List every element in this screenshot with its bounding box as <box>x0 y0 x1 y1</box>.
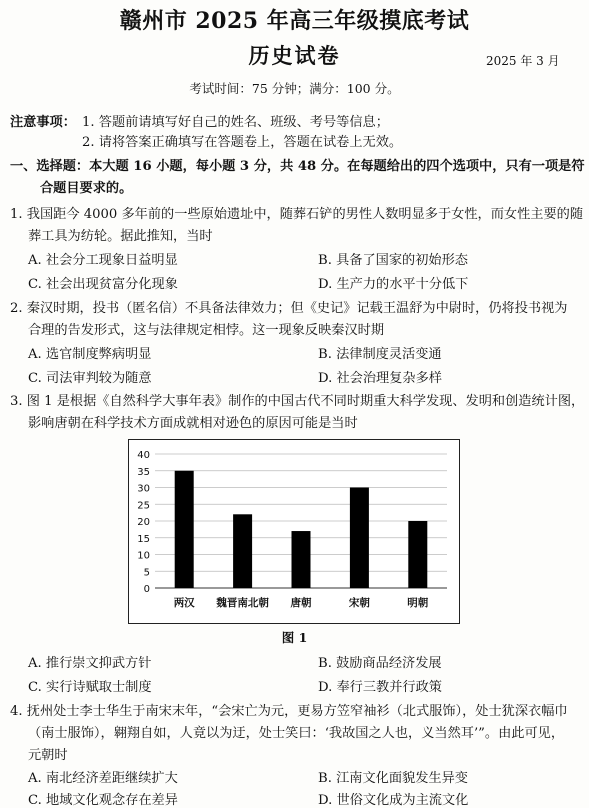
q1-option-a: A. 社会分工现象日益明显 <box>28 253 178 268</box>
x-category-label: 魏晋南北朝 <box>216 597 269 609</box>
q4-option-c: C. 地域文化观念存在差异 <box>28 793 178 808</box>
y-tick-label: 35 <box>137 466 150 478</box>
x-category-label: 宋朝 <box>348 597 370 609</box>
q4-stem-cont-2: 元朝时 <box>28 748 68 763</box>
y-tick-label: 20 <box>137 517 150 528</box>
q3-option-c: C. 实行诗赋取士制度 <box>28 680 152 695</box>
q1-option-b: B. 具备了国家的初始形态 <box>318 253 468 268</box>
q2-option-b: B. 法律制度灵活变通 <box>318 347 442 362</box>
q2-option-a: A. 选官制度弊病明显 <box>28 347 152 362</box>
q2-stem-cont: 合理的告发形式，这与法律规定相悖。这一现象反映秦汉时期 <box>28 323 385 338</box>
y-tick-label: 5 <box>143 567 150 579</box>
notes-label: 注意事项： <box>10 115 76 130</box>
q4-stem: 4. 抚州处士李士华生于南宋末年，“会宋亡为元，更易方笠窄袖衫（北式服饰），处士犹深衣幅巾 <box>10 704 568 719</box>
exam-date: 2025 年 3 月 <box>486 54 560 68</box>
y-tick-label: 0 <box>143 584 150 595</box>
q3-option-a: A. 推行崇文抑武方针 <box>28 656 152 671</box>
bar-chart <box>129 440 459 623</box>
bar <box>408 521 427 588</box>
q2-option-d: D. 社会治理复杂多样 <box>318 371 442 386</box>
q2-stem: 2. 秦汉时期，投书（匿名信）不具备法律效力；但《史记》记载王温舒为中尉时，仍将投书视为 <box>10 301 568 316</box>
figure-1-caption: 图 1 <box>281 630 308 645</box>
bar <box>350 488 369 589</box>
notes-item-1: 1. 答题前请填写好自己的姓名、班级、考号等信息； <box>82 115 389 130</box>
q4-option-b: B. 江南文化面貌发生异变 <box>318 771 468 786</box>
y-tick-label: 30 <box>137 483 150 495</box>
q4-option-a: A. 南北经济差距继续扩大 <box>28 771 178 786</box>
x-category-label: 两汉 <box>173 597 195 609</box>
paper-subtitle: 历史试卷 <box>248 43 341 68</box>
bar <box>233 514 252 588</box>
section-1-heading-cont: 合题目要求的。 <box>40 181 133 196</box>
q3-option-d: D. 奉行三教并行政策 <box>318 680 442 695</box>
x-category-label: 明朝 <box>407 597 429 609</box>
exam-info: 考试时间：75 分钟；满分：100 分。 <box>189 81 400 96</box>
y-tick-label: 40 <box>137 450 150 461</box>
q2-option-c: C. 司法审判较为随意 <box>28 371 152 386</box>
bar <box>175 471 194 588</box>
section-1-heading: 一、选择题：本大题 16 小题，每小题 3 分，共 48 分。在每题给出的四个选项中，只有一项是符 <box>10 159 585 174</box>
q3-stem: 3. 图 1 是根据《自然科学大事年表》制作的中国古代不同时期重大科学发现、发明和创造统计图， <box>10 394 585 409</box>
y-tick-label: 15 <box>137 533 150 545</box>
q1-stem: 1. 我国距今 4000 多年前的一些原始遗址中，随葬石铲的男性人数明显多于女性，而女性主要的随 <box>10 207 584 222</box>
bar <box>292 531 311 588</box>
figure-1-chart <box>128 439 460 624</box>
q1-option-c: C. 社会出现贫富分化现象 <box>28 277 178 292</box>
q1-stem-cont: 葬工具为纺轮。据此推知，当时 <box>28 229 213 244</box>
q3-option-b: B. 鼓励商品经济发展 <box>318 656 442 671</box>
y-tick-label: 25 <box>137 500 150 512</box>
y-tick-label: 10 <box>137 550 150 562</box>
q3-stem-cont: 影响唐朝在科学技术方面成就相对逊色的原因可能是当时 <box>28 416 358 431</box>
q1-option-d: D. 生产力的水平十分低下 <box>318 277 469 292</box>
q4-option-d: D. 世俗文化成为主流文化 <box>318 793 469 808</box>
notes-item-2: 2. 请将答案正确填写在答题卷上，答题在试卷上无效。 <box>82 135 403 150</box>
exam-title: 赣州市 2025 年高三年级摸底考试 <box>119 8 470 34</box>
x-category-label: 唐朝 <box>290 597 312 609</box>
q4-stem-cont: （南士服饰），翱翔自如，人竟以为迂，处士笑曰：‘我故国之人也，义当然耳’”。由此可见， <box>28 726 565 741</box>
